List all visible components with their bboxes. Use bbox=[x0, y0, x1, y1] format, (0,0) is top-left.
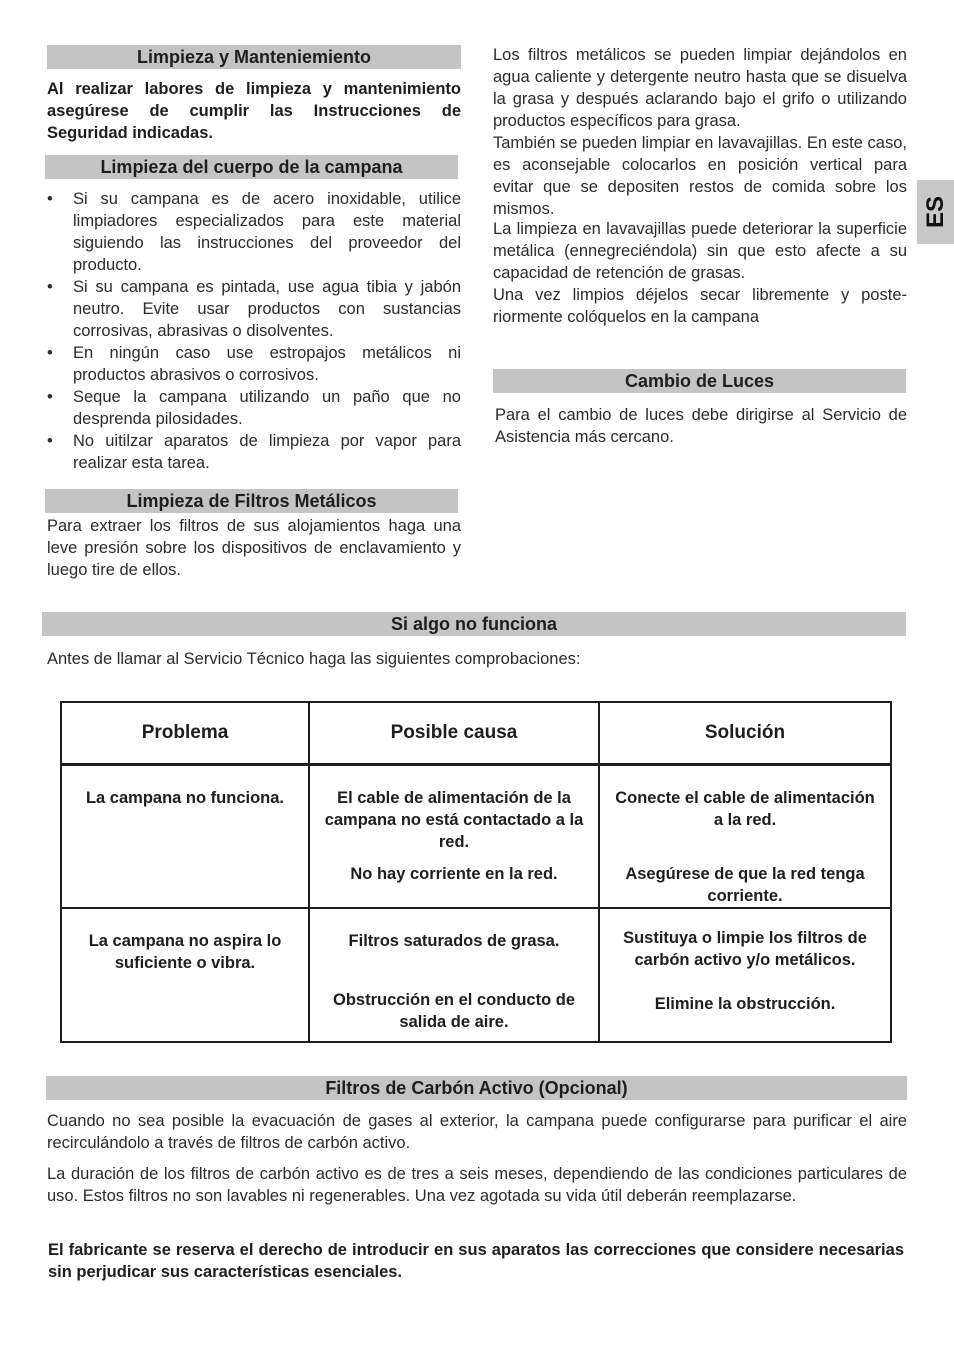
table-row bbox=[61, 765, 891, 909]
cause-cell bbox=[309, 765, 599, 909]
cleaning-bullet-list bbox=[47, 188, 461, 474]
column-header-solucion: Solución bbox=[599, 702, 891, 765]
cause-text: Obstrucción en el conducto de salida de aire. bbox=[332, 991, 576, 1031]
list-item: • Si su campana es de acero inoxidable, utilice limpiadores especializados para este material siguiendo las instrucciones del proveedor del producto. bbox=[47, 188, 461, 276]
problem-cell bbox=[61, 765, 309, 909]
right-para-4: Una vez limpios déjelos secar libremente y poste-riormente colóquelos en la campana bbox=[493, 286, 907, 326]
problem-text: La campana no funciona. bbox=[85, 789, 285, 807]
heading-cambio-luces: Cambio de Luces bbox=[493, 369, 906, 393]
manufacturer-disclaimer: El fabricante se reserva el derecho de introducir en sus aparatos las correcciones que considere necesarias sin perjudicar sus características esenciales. bbox=[48, 1241, 904, 1281]
list-item: • En ningún caso use estropajos metálicos ni productos abrasivos o corrosivos. bbox=[47, 342, 461, 386]
heading-filtros-carbon: Filtros de Carbón Activo (Opcional) bbox=[46, 1076, 907, 1100]
heading-limpieza-filtros: Limpieza de Filtros Metálicos bbox=[45, 489, 458, 513]
right-para-2: También se pueden limpiar en lavavajillas. En este caso, es aconsejable colocarlos en posición vertical para evitar que se depositen restos de comida sobre los mismos. bbox=[493, 134, 907, 218]
column-header-problema: Problema bbox=[61, 702, 309, 765]
heading-limpieza-mantenimiento: Limpieza y Manteniemiento bbox=[47, 45, 461, 69]
list-item: • No uitilzar aparatos de limpieza por vapor para realizar esta tarea. bbox=[47, 430, 461, 474]
list-item: • Seque la campana utilizando un paño que no desprenda pilosidades. bbox=[47, 386, 461, 430]
carbon-para-1: Cuando no sea posible la evacuación de gases al exterior, la campana puede configurarse para purificar el aire recirculándolo a través de filtros de carbón activo. bbox=[47, 1112, 907, 1152]
solution-text: Conecte el cable de alimentación a la red. bbox=[615, 789, 875, 829]
problem-cell bbox=[61, 908, 309, 1042]
safety-intro: Al realizar labores de limpieza y mantenimiento asegúrese de cumplir las Instrucciones de Seguridad indicadas. bbox=[47, 80, 461, 142]
carbon-para-2: La duración de los filtros de carbón activo es de tres a seis meses, dependiendo de las condiciones particulares de uso. Estos filtros no son lavables ni regenerables. Una vez agotada su vida útil deberán reemplazarse. bbox=[47, 1165, 907, 1205]
table-row bbox=[61, 908, 891, 1042]
heading-limpieza-cuerpo: Limpieza del cuerpo de la campana bbox=[45, 155, 458, 179]
list-item: • Si su campana es pintada, use agua tibia y jabón neutro. Evite usar productos con sustancias corrosivas, abrasivas o disolventes. bbox=[47, 276, 461, 342]
heading-si-algo-no-funciona: Si algo no funciona bbox=[42, 612, 906, 636]
table-header-row bbox=[61, 702, 891, 765]
luces-text: Para el cambio de luces debe dirigirse al Servicio de Asistencia más cercano. bbox=[495, 406, 907, 446]
column-header-posible-causa: Posible causa bbox=[309, 702, 599, 765]
right-para-3: La limpieza en lavavajillas puede deteriorar la superficie metálica (ennegreciéndola) sin que esto afecte a su capacidad de retención de grasas. bbox=[493, 220, 907, 282]
cause-cell bbox=[309, 908, 599, 1042]
solution-cell bbox=[599, 765, 891, 909]
problem-text: La campana no aspira lo suficiente o vibra. bbox=[88, 932, 282, 972]
right-para-1: Los filtros metálicos se pueden limpiar dejándolos en agua caliente y detergente neutro hasta que se disuelva la grasa y después aclarando bajo el grifo o utilizando productos específicos para grasa. bbox=[493, 46, 907, 130]
cause-text: El cable de alimentación de la campana no está contactado a la red. bbox=[324, 789, 584, 851]
filtros-text: Para extraer los filtros de sus alojamientos haga una leve presión sobre los dispositivos de enclavamiento y luego tire de ellos. bbox=[47, 517, 461, 579]
language-tab bbox=[917, 180, 954, 244]
solution-text: Elimine la obstrucción. bbox=[654, 995, 836, 1013]
troubleshooting-table bbox=[60, 701, 892, 1043]
solution-text: Asegúrese de que la red tenga corriente. bbox=[625, 865, 865, 905]
solution-text: Sustituya o limpie los filtros de carbón activo y/o metálicos. bbox=[623, 929, 867, 969]
cause-text: Filtros saturados de grasa. bbox=[348, 932, 560, 950]
solution-cell bbox=[599, 908, 891, 1042]
language-tab-label: ES bbox=[921, 195, 949, 229]
cause-text: No hay corriente en la red. bbox=[350, 865, 558, 883]
troubleshoot-intro: Antes de llamar al Servicio Técnico haga las siguientes comprobaciones: bbox=[47, 650, 581, 668]
